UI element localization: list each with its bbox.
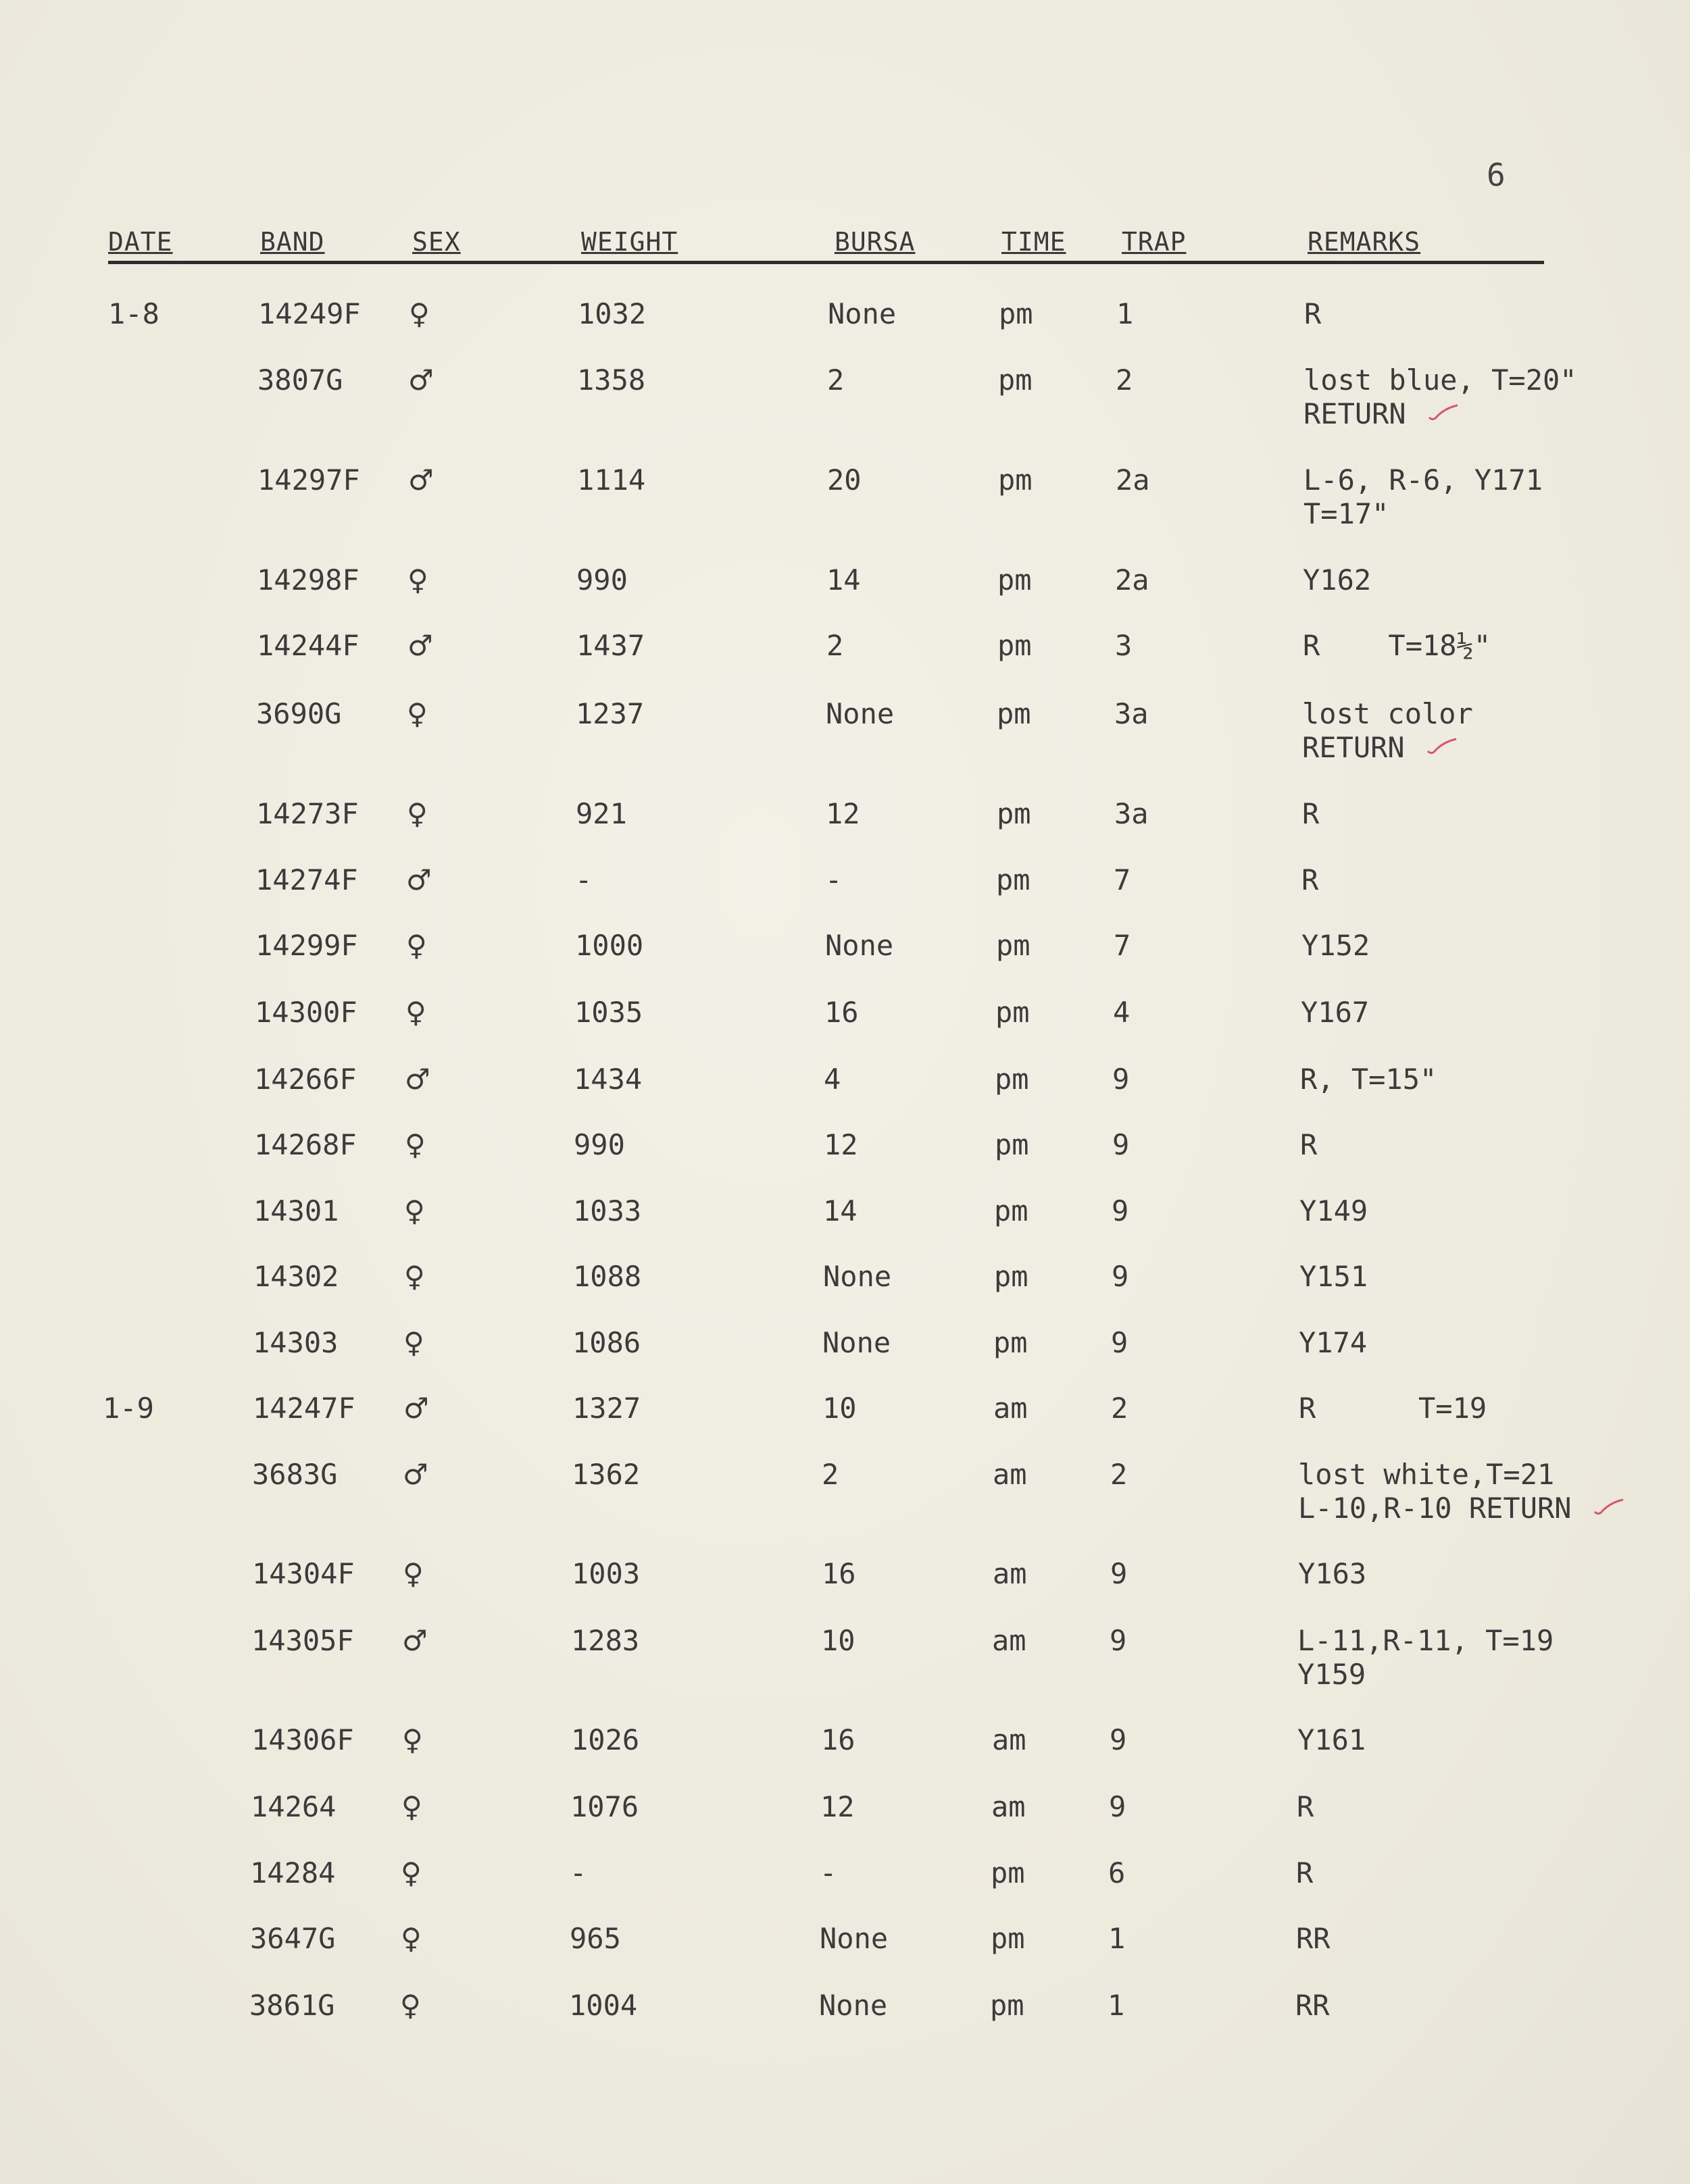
table-row [0,1194,1690,1255]
band-cell: 14244F [257,629,359,662]
remarks-line: Y163 [1298,1557,1367,1590]
table-row [0,1128,1690,1189]
time-cell: am [993,1392,1028,1425]
remarks-cell [1297,1790,1314,1824]
bursa-cell: 16 [821,1723,855,1756]
trap-cell: 9 [1112,1260,1129,1293]
band-cell: 14298F [257,563,359,596]
weight-cell: 1076 [570,1790,639,1823]
remarks-cell [1299,1260,1368,1294]
table-row [0,1458,1690,1525]
time-cell: pm [995,996,1030,1029]
sex-cell: ♀ [400,1989,421,2022]
page-number: 6 [1487,157,1506,193]
remarks-line: RR [1296,1922,1331,1955]
sex-cell: ♀ [401,1922,422,1955]
trap-cell: 3a [1114,697,1149,730]
band-cell: 14247F [253,1392,355,1425]
table-row [0,1856,1690,1917]
weight-cell: 1327 [572,1392,641,1425]
bursa-cell: 10 [822,1392,857,1425]
sex-cell: ♂ [406,863,432,896]
remarks-cell [1303,463,1543,531]
sex-cell: ♀ [404,1260,425,1293]
weight-cell: 921 [576,797,627,830]
time-cell: pm [991,1856,1025,1889]
trap-cell: 2a [1115,563,1149,596]
time-cell: pm [991,1922,1025,1955]
remarks-line: lost blue, T=20" [1303,363,1577,397]
table-row [0,996,1690,1057]
time-cell: pm [996,863,1030,896]
table-row [0,1260,1690,1321]
sex-cell: ♀ [409,297,430,330]
sex-cell: ♀ [403,1557,424,1590]
band-cell: 3807G [257,363,343,397]
remarks-line: R [1304,297,1322,330]
band-cell: 14304F [252,1557,355,1590]
band-cell: 14273F [256,797,359,830]
remarks-line: R [1300,1128,1318,1161]
remarks-line: RETURN [1303,397,1406,430]
trap-cell: 7 [1114,863,1131,896]
table-row [0,463,1690,530]
sex-cell: ♂ [405,1063,430,1096]
column-header-band: BAND [260,227,325,257]
trap-cell: 1 [1108,1989,1125,2022]
remarks-cell [1297,1723,1366,1757]
table-row [0,363,1690,430]
band-cell: 14301 [253,1194,339,1227]
band-cell: 3861G [249,1989,335,2022]
weight-cell: 1358 [577,363,646,397]
bursa-cell: 2 [827,363,845,397]
band-cell: 14297F [257,463,360,497]
bursa-cell: None [822,1326,891,1359]
trap-cell: 7 [1114,929,1131,962]
weight-cell: 1004 [569,1989,638,2022]
band-cell: 14284 [250,1856,336,1889]
remarks-cell [1303,629,1491,663]
time-cell: pm [993,1326,1028,1359]
sex-cell: ♂ [407,629,433,662]
time-cell: pm [998,463,1033,497]
column-header-sex: SEX [412,227,461,257]
time-cell: pm [995,1128,1029,1161]
weight-cell: 1434 [574,1063,643,1096]
sex-cell: ♂ [408,363,434,397]
remarks-cell [1295,1989,1330,2023]
bursa-cell: None [826,697,895,730]
trap-cell: 2 [1116,363,1133,397]
table-row [0,1557,1690,1618]
table-row [0,697,1690,764]
column-header-date: DATE [108,227,173,257]
time-cell: pm [999,297,1033,330]
table-row [0,629,1690,690]
trap-cell: 2 [1110,1458,1128,1491]
remarks-cell [1301,929,1370,963]
table-row [0,1989,1690,2050]
band-cell: 14299F [255,929,358,962]
time-cell: am [991,1790,1026,1823]
bursa-cell: 20 [827,463,862,497]
bursa-cell: 4 [824,1063,841,1096]
trap-cell: 9 [1112,1194,1129,1227]
sex-cell: ♂ [403,1458,428,1491]
bursa-cell: - [825,863,843,896]
table-row [0,563,1690,624]
remarks-line: RETURN [1302,731,1405,764]
trap-cell: 4 [1113,996,1130,1029]
sex-cell: ♀ [401,1790,422,1823]
sex-cell: ♂ [408,463,434,497]
weight-cell: 1000 [575,929,644,962]
sex-cell: ♀ [401,1856,422,1889]
column-header-trap: TRAP [1122,227,1187,257]
band-cell: 14249F [258,297,361,330]
sex-cell: ♀ [407,797,428,830]
band-cell: 3690G [256,697,342,730]
weight-cell: 1032 [578,297,647,330]
bursa-cell: - [820,1856,837,1889]
table-row [0,1063,1690,1123]
remarks-cell [1300,1063,1437,1096]
remarks-line: Y161 [1297,1723,1366,1756]
remarks-line: R [1296,1856,1314,1889]
weight-cell: 965 [570,1922,621,1955]
time-cell: pm [997,697,1031,730]
check-mark-icon [1426,403,1460,423]
remarks-cell [1302,797,1319,831]
table-row [0,1326,1690,1387]
band-cell: 3683G [252,1458,338,1491]
weight-cell: - [570,1856,587,1889]
trap-cell: 9 [1110,1723,1127,1756]
time-cell: am [993,1458,1027,1491]
weight-cell: 1114 [577,463,646,497]
date-cell: 1-9 [103,1392,154,1425]
weight-cell: 990 [576,563,628,596]
trap-cell: 9 [1110,1624,1127,1657]
time-cell: pm [997,797,1031,830]
remarks-line: R T=19 [1299,1392,1487,1425]
bursa-cell: 2 [822,1458,839,1491]
sex-cell: ♀ [405,996,426,1029]
sex-cell: ♀ [405,1128,426,1161]
bursa-cell: None [825,929,894,962]
remarks-line: Y167 [1301,996,1370,1029]
band-cell: 3647G [250,1922,336,1955]
trap-cell: 1 [1116,297,1134,330]
table-row [0,1624,1690,1691]
remarks-cell [1300,1128,1317,1162]
sex-cell: ♂ [403,1392,429,1425]
remarks-line: R, T=15" [1300,1063,1437,1096]
remarks-cell [1301,996,1369,1030]
trap-cell: 9 [1111,1326,1128,1359]
remarks-line: T=17" [1303,497,1389,530]
time-cell: am [993,1557,1027,1590]
table-row [0,1723,1690,1784]
weight-cell: - [575,863,593,896]
remarks-line: L-6, R-6, Y171 [1303,463,1543,497]
bursa-cell: 12 [824,1128,858,1161]
remarks-cell [1301,863,1318,897]
column-header-weight: WEIGHT [581,227,678,257]
weight-cell: 1362 [572,1458,641,1491]
trap-cell: 1 [1108,1922,1126,1955]
remarks-line: Y174 [1299,1326,1368,1359]
bursa-cell: 2 [826,629,844,662]
weight-cell: 1033 [573,1194,642,1227]
bursa-cell: 12 [826,797,860,830]
sex-cell: ♀ [407,563,428,596]
band-cell: 14302 [253,1260,339,1293]
band-cell: 14306F [251,1723,354,1756]
time-cell: pm [996,929,1030,962]
band-cell: 14268F [254,1128,357,1161]
time-cell: pm [990,1989,1024,2022]
trap-cell: 9 [1110,1557,1128,1590]
remarks-line: Y149 [1299,1194,1368,1227]
trap-cell: 9 [1109,1790,1126,1823]
bursa-cell: 14 [826,563,861,596]
date-cell: 1-8 [108,297,159,330]
table-row [0,929,1690,990]
remarks-cell [1297,1624,1554,1692]
bursa-cell: 14 [823,1194,858,1227]
weight-cell: 1088 [573,1260,642,1293]
table-row [0,297,1690,358]
trap-cell: 3 [1115,629,1133,662]
bursa-cell: 12 [820,1790,855,1823]
bursa-cell: None [819,1989,888,2022]
remarks-cell [1299,1392,1487,1425]
table-row [0,797,1690,858]
column-header-bursa: BURSA [835,227,916,257]
sex-cell: ♀ [407,697,428,730]
trap-cell: 3a [1114,797,1149,830]
table-row [0,1392,1690,1452]
trap-cell: 9 [1112,1063,1130,1096]
band-cell: 14300F [255,996,357,1029]
time-cell: pm [998,363,1033,397]
sex-cell: ♀ [402,1723,423,1756]
remarks-cell [1296,1922,1331,1956]
remarks-line: L-11,R-11, T=19 [1297,1624,1554,1657]
band-cell: 14305F [251,1624,354,1657]
bursa-cell: None [823,1260,892,1293]
header-rule [108,261,1544,264]
remarks-cell [1299,1326,1367,1360]
time-cell: pm [997,629,1032,662]
time-cell: pm [997,563,1032,596]
weight-cell: 1086 [572,1326,641,1359]
remarks-cell [1303,563,1371,597]
remarks-line: RR [1295,1989,1330,2022]
band-cell: 14274F [255,863,358,896]
remarks-line: R [1302,797,1320,830]
remarks-line: Y162 [1303,563,1372,596]
table-row [0,863,1690,924]
weight-cell: 1035 [574,996,643,1029]
bursa-cell: 16 [824,996,859,1029]
table-row [0,1922,1690,1983]
band-cell: 14303 [253,1326,339,1359]
bursa-cell: 10 [821,1624,855,1657]
trap-cell: 2a [1116,463,1150,497]
sex-cell: ♀ [403,1326,424,1359]
remarks-line: Y159 [1297,1658,1366,1691]
weight-cell: 1026 [571,1723,640,1756]
remarks-line: R [1297,1790,1314,1823]
weight-cell: 1003 [572,1557,641,1590]
weight-cell: 1237 [576,697,645,730]
time-cell: pm [995,1063,1029,1096]
trap-cell: 2 [1111,1392,1128,1425]
time-cell: pm [994,1194,1028,1227]
remarks-line: L-10,R-10 RETURN [1298,1492,1572,1525]
bursa-cell: None [820,1922,889,1955]
weight-cell: 1283 [571,1624,640,1657]
column-header-time: TIME [1001,227,1066,257]
column-header-remarks: REMARKS [1308,227,1421,257]
check-mark-icon [1592,1497,1626,1517]
time-cell: pm [994,1260,1028,1293]
bursa-cell: None [828,297,897,330]
remarks-line: lost color [1302,697,1473,730]
remarks-cell [1299,1194,1368,1228]
remarks-cell [1298,1458,1572,1525]
remarks-line: Y151 [1299,1260,1368,1293]
time-cell: am [992,1624,1026,1657]
remarks-cell [1296,1856,1313,1890]
trap-cell: 6 [1108,1856,1126,1889]
weight-cell: 990 [574,1128,625,1161]
sex-cell: ♀ [404,1194,425,1227]
remarks-line: Y152 [1301,929,1370,962]
sex-cell: ♂ [402,1624,428,1657]
time-cell: am [992,1723,1026,1756]
band-cell: 14266F [254,1063,357,1096]
bursa-cell: 16 [822,1557,856,1590]
trap-cell: 9 [1112,1128,1130,1161]
remarks-cell [1298,1557,1366,1591]
remarks-line: R [1301,863,1319,896]
weight-cell: 1437 [576,629,645,662]
band-cell: 14264 [251,1790,337,1823]
remarks-line: lost white,T=21 [1298,1458,1555,1491]
table-row [0,1790,1690,1851]
sex-cell: ♀ [406,929,427,962]
remarks-cell [1304,297,1321,331]
check-mark-icon [1425,736,1459,757]
remarks-line: R T=18½" [1303,629,1491,662]
